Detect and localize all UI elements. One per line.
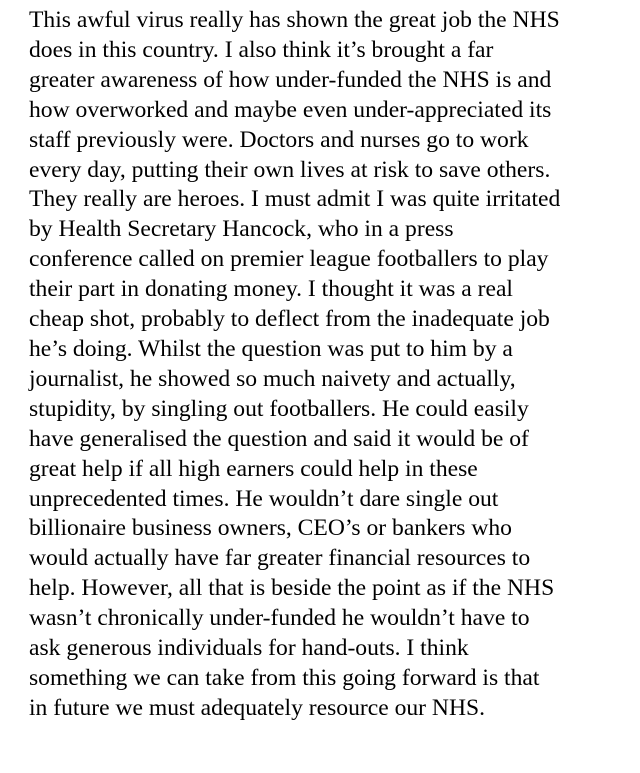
text-line: something we can take from this going forward is that: [29, 664, 540, 691]
text-line: billionaire business owners, CEO’s or bankers who: [29, 515, 512, 542]
text-line: stupidity, by singling out footballers. He could easily: [29, 395, 529, 422]
text-line: conference called on premier league footballers to play: [29, 246, 549, 273]
text-line: journalist, he showed so much naivety and actually,: [29, 365, 516, 392]
text-line: This awful virus really has shown the great job the NHS: [29, 7, 560, 33]
text-line: great help if all high earners could help in these: [29, 455, 478, 482]
text-line: would actually have far greater financial resources to: [29, 545, 531, 572]
text-line: have generalised the question and said it would be of: [29, 425, 529, 452]
text-line: greater awareness of how under-funded the NHS is and: [29, 66, 552, 93]
text-line: does in this country. I also think it’s brought a far: [29, 36, 494, 63]
text-line: cheap shot, probably to deflect from the inadequate job: [29, 306, 550, 333]
text-line: wasn’t chronically under-funded he wouldn’t have to: [29, 605, 530, 632]
text-line: staff previously were. Doctors and nurses go to work: [29, 126, 529, 153]
text-line: every day, putting their own lives at risk to save others.: [29, 156, 551, 183]
text-line: They really are heroes. I must admit I was quite irritated: [29, 186, 561, 213]
text-line: by Health Secretary Hancock, who in a press: [29, 216, 454, 243]
text-line: ask generous individuals for hand-outs. I think: [29, 635, 469, 662]
text-line: their part in donating money. I thought it was a real: [29, 276, 513, 303]
text-line: unprecedented times. He wouldn’t dare single out: [29, 485, 499, 512]
text-line: help. However, all that is beside the point as if the NHS: [29, 575, 555, 602]
text-line: in future we must adequately resource our NHS.: [29, 694, 486, 721]
text-line: he’s doing. Whilst the question was put to him by a: [29, 335, 513, 362]
letter-paragraph: [29, 6, 622, 724]
text-line: how overworked and maybe even under-appreciated its: [29, 96, 552, 123]
